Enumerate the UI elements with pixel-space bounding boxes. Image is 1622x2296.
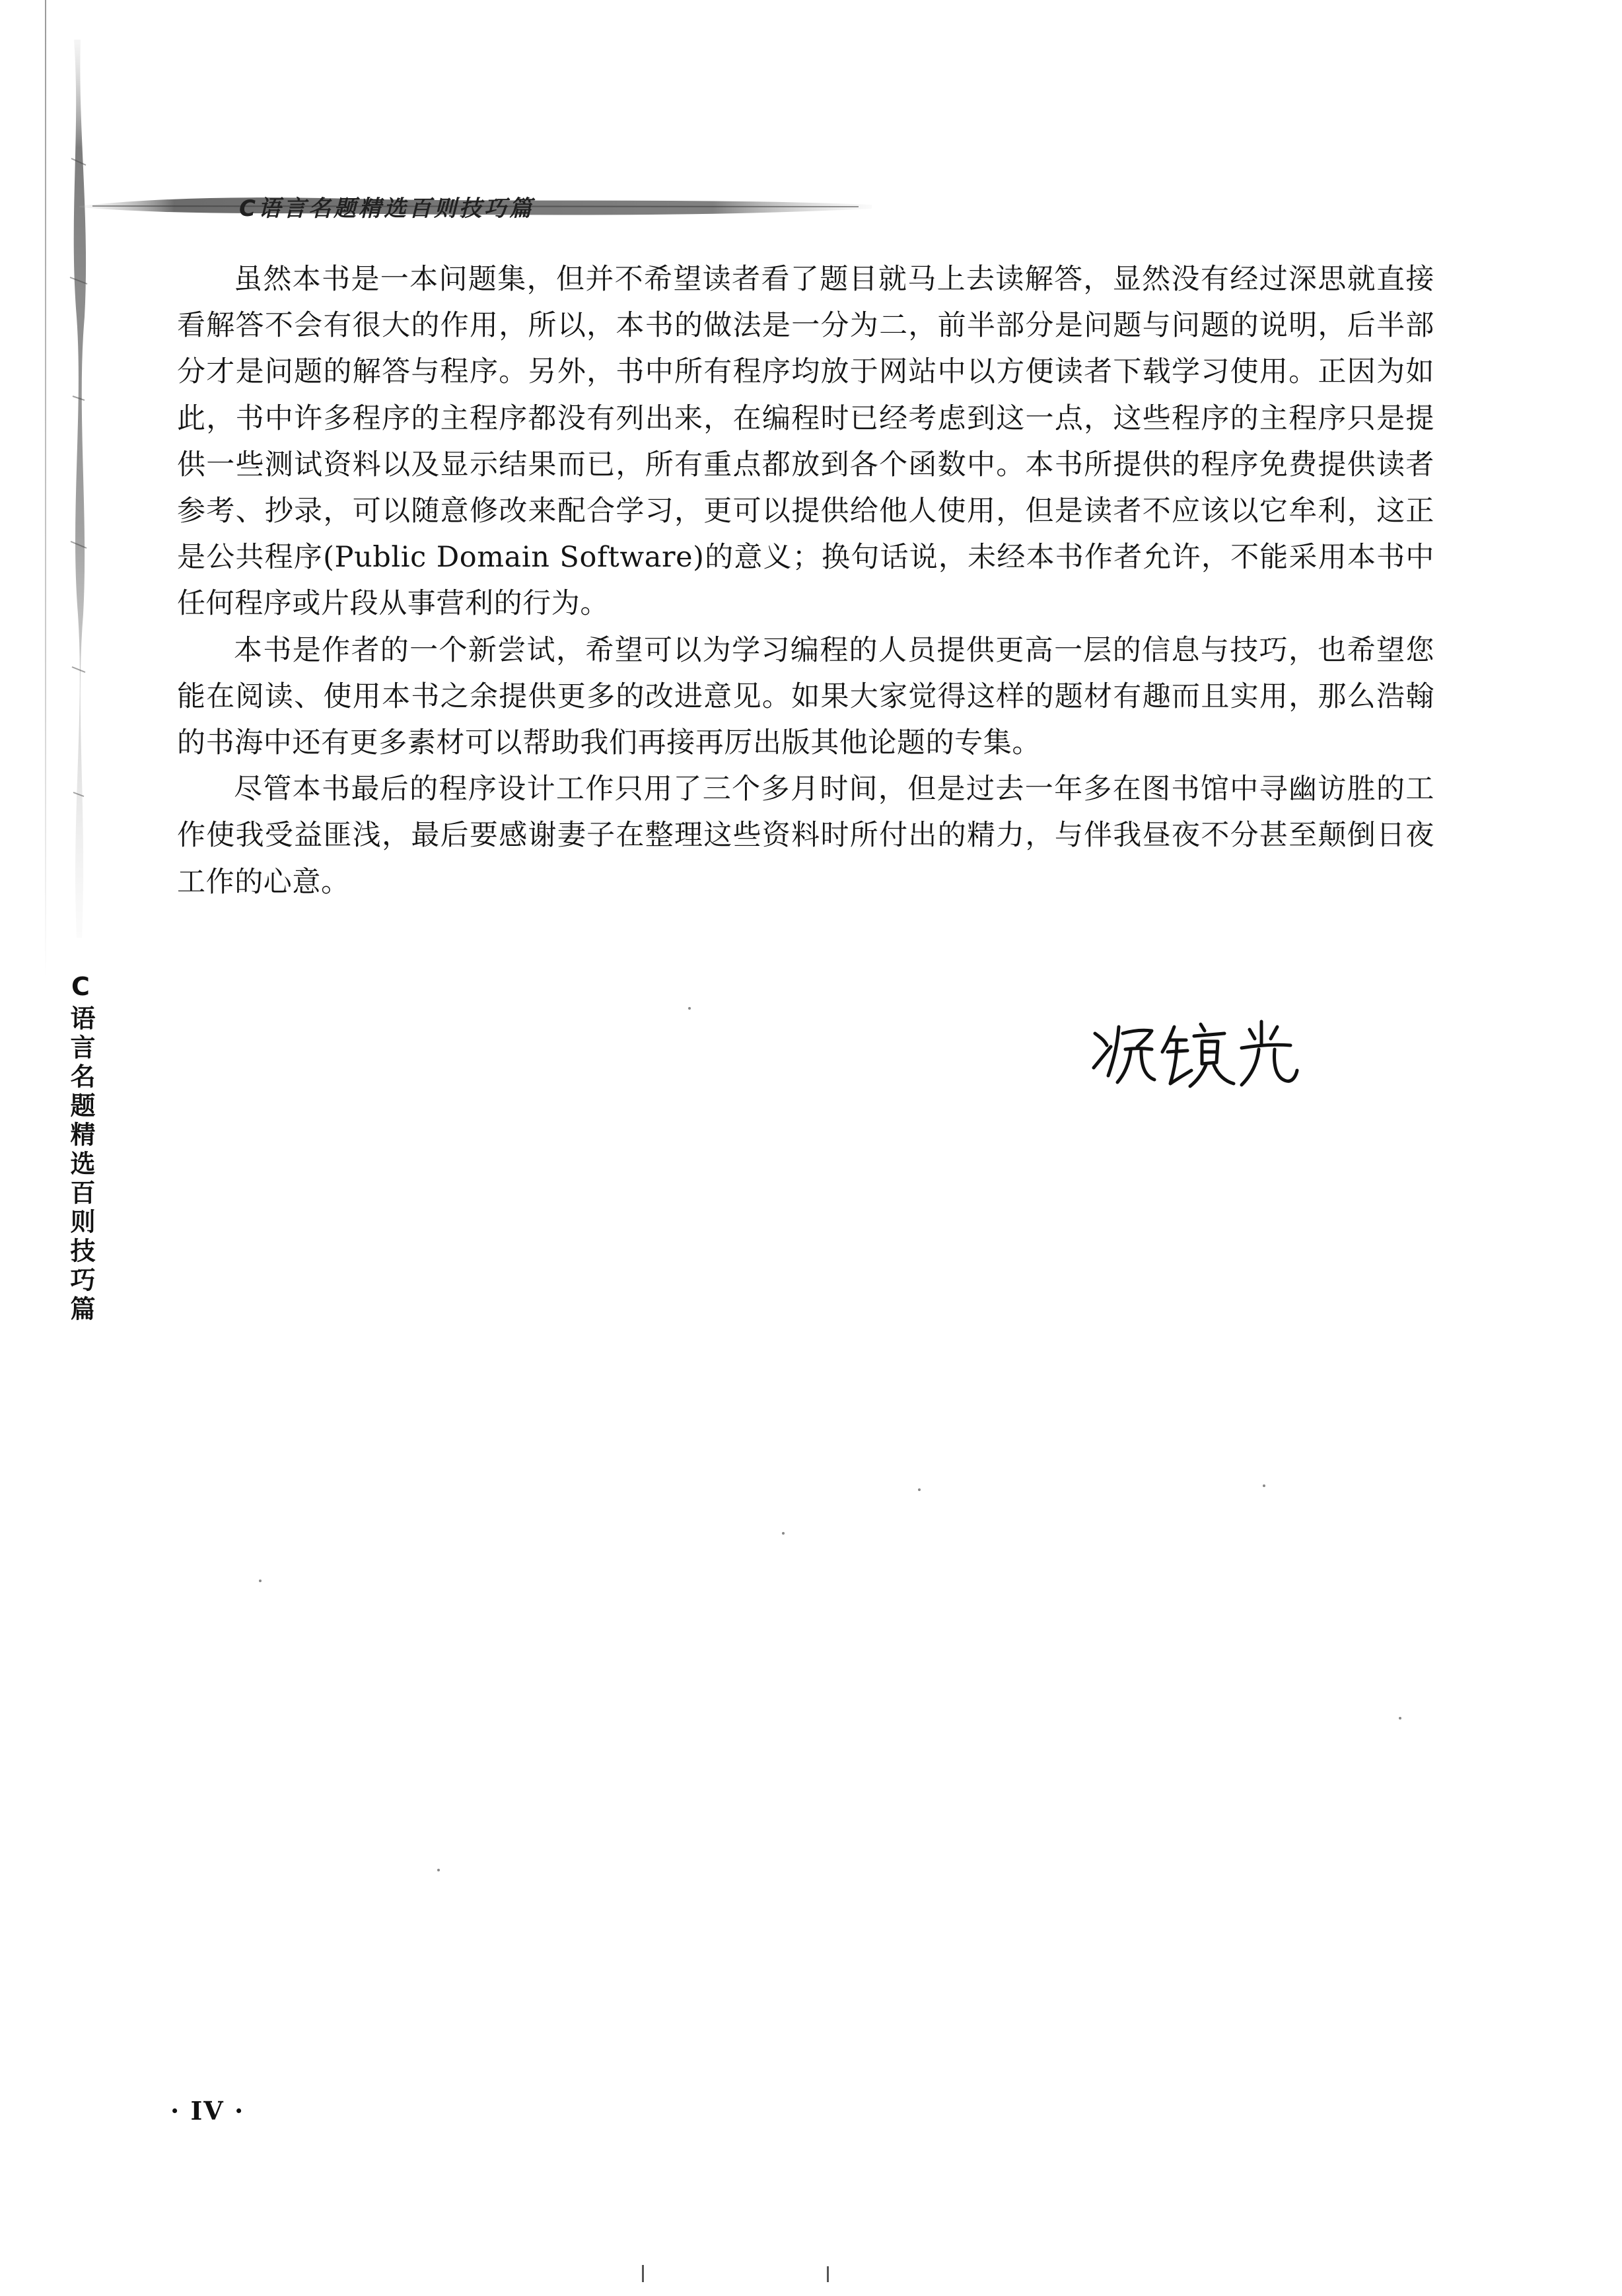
paragraph: 尽管本书最后的程序设计工作只用了三个多月时间，但是过去一年多在图书馆中寻幽访胜的工作使我受益匪浅，最后要感谢妻子在整理这些资料时所付出的精力，与伴我昼夜不分甚至颠倒日夜工作的心意。 [177,773,1434,899]
scan-artifact [642,2265,644,2282]
scan-speck [1263,1484,1265,1487]
scan-speck [918,1488,921,1491]
paragraph: 本书是作者的一个新尝试，希望可以为学习编程的人员提供更高一层的信息与技巧，也希望您能在阅读、使用本书之余提供更多的改进意见。如果大家觉得这样的题材有趣而且实用，那么浩翰的书海中还有更多素材可以帮助我们再接再厉出版其他论题的专集。 [177,633,1434,760]
scan-speck [1399,1717,1401,1720]
side-running-title: C语言名题精选百则技巧篇 [66,972,95,1325]
author-signature [1088,1007,1300,1099]
page-number: · IV · [170,2096,245,2126]
scan-speck [259,1580,262,1582]
scan-speck [688,1007,691,1010]
scan-artifact [827,2266,829,2282]
scan-speck [782,1532,785,1535]
body-text [177,256,1434,905]
paragraph: 虽然本书是一本问题集，但并不希望读者看了题目就马上去读解答，显然没有经过深思就直接看解答不会有很大的作用，所以，本书的做法是一分为二，前半部分是问题与问题的说明，后半部分才是问题的解答与程序。另外，书中所有程序均放于网站中以方便读者下载学习使用。正因为如此，书中许多程序的主程序都没有列出来，在编程时已经考虑到这一点，这些程序的主程序只是提供一些测试资料以及显示结果而已，所有重点都放到各个函数中。本书所提供的程序免费提供读者参考、抄录，可以随意修改来配合学习，更可以提供给他人使用，但是读者不应该以它牟利，这正是公共程序(Public Domain Software)的意义；换句话说，未经本书作者允许，不能采用本书中任何程序或片段从事营利的行为。 [177,263,1434,621]
header-title: C语言名题精选百则技巧篇 [239,195,534,222]
scan-speck [437,1869,440,1871]
margin-rule [45,0,46,977]
decorative-side-strip [65,0,91,951]
